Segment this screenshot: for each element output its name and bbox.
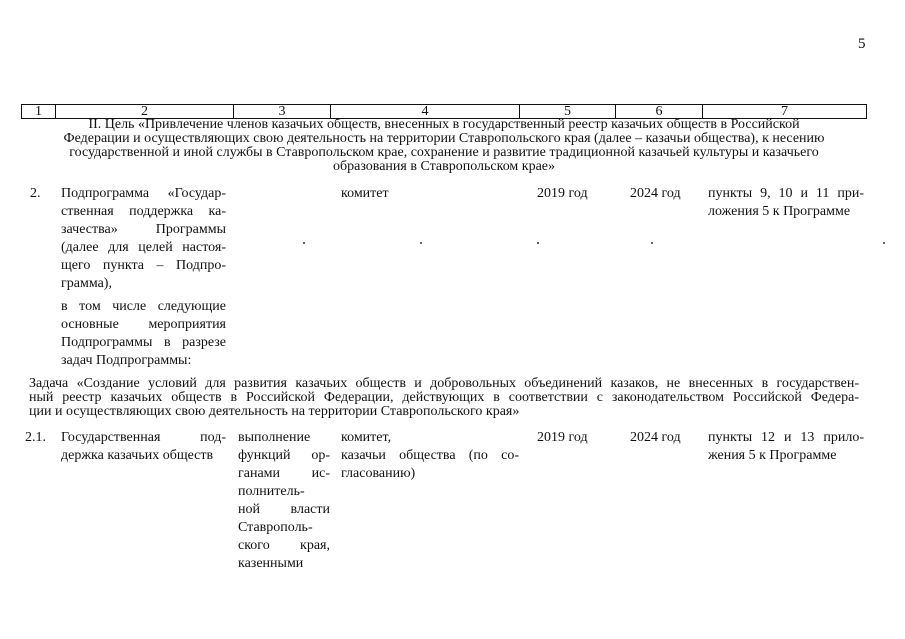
task-line: Задача «Создание условий для развития казачьих обществ и добровольных объединений казаков, не внесенных в государствен- [29, 376, 859, 391]
section-title [21, 118, 867, 174]
header-cell-3: 3 [234, 105, 331, 119]
task-line: ции и осуществляющих свою деятельность на территории Ставропольского края» [29, 404, 520, 419]
row-2-1-executor-line: казачьи общества (по со- [341, 448, 519, 463]
header-cell-2: 2 [56, 105, 234, 119]
header-cell-1: 1 [22, 105, 56, 119]
row-2-1-type-line: ганами ис- [238, 466, 330, 481]
section-title-line: образования в Ставропольском крае» [332, 159, 556, 174]
section-title-line: Федерации и осуществляющих свою деятельность на территории Ставропольского края (далее – казачьи общества), к несению [63, 131, 825, 146]
row-2-end: 2024 год [630, 186, 681, 201]
header-cell-4: 4 [331, 105, 520, 119]
page-number: 5 [858, 36, 866, 52]
row-2-1-type [238, 429, 330, 573]
row-2-1-executor-line: гласованию) [341, 466, 416, 481]
row-2-name-extra-line: Подпрограммы в разрезе [61, 335, 226, 350]
scan-speck [651, 242, 653, 244]
row-2-name-line: ственная поддержка ка- [61, 204, 226, 219]
scan-speck [303, 242, 305, 244]
row-2-1-number: 2.1. [25, 430, 46, 445]
row-2-1-type-line: ского края, [238, 538, 330, 553]
row-2-1-type-line: ной власти [238, 502, 330, 517]
row-2-indicator [708, 185, 864, 221]
row-2-1-type-line: казенными [238, 556, 304, 571]
row-2-1-indicator-line: пункты 12 и 13 прило- [708, 430, 864, 445]
scan-speck [883, 242, 885, 244]
header-cell-6: 6 [616, 105, 703, 119]
row-2-name-extra-line: основные мероприятия [61, 317, 226, 332]
row-2-name-line: Подпрограмма «Государ- [61, 186, 226, 201]
row-2-name-extra [61, 298, 226, 370]
section-title-line: государственной и иной службы в Ставропольском крае, сохранение и развитие традиционной казачьей культуры и казачьего [69, 145, 819, 160]
row-2-name-line: (далее для целей настоя- [61, 240, 226, 255]
row-2-1-type-line: полнитель- [238, 484, 305, 499]
row-2-1-indicator [708, 429, 864, 465]
row-2-1-name [61, 429, 226, 465]
row-2-indicator-line: пункты 9, 10 и 11 при- [708, 186, 864, 201]
row-2-1-end: 2024 год [630, 430, 681, 445]
task-block [29, 377, 859, 419]
section-title-line: II. Цель «Привлечение членов казачьих обществ, внесенных в государственный реестр казачьих обществ в Российской [88, 117, 800, 132]
row-2-name-line: грамма), [61, 276, 112, 291]
row-2-1-type-line: функций ор- [238, 448, 330, 463]
scan-speck [537, 242, 539, 244]
row-2-1-start: 2019 год [537, 430, 588, 445]
row-2-1-executor [341, 429, 519, 483]
header-cell-7: 7 [703, 105, 867, 119]
task-line: ный реестр казачьих обществ в Российской Федерации, действующих в соответствии с законодательством Российской Федера- [29, 390, 859, 405]
row-2-name-line: зачества» Программы [61, 222, 226, 237]
row-2-1-type-line: Ставрополь- [238, 520, 313, 535]
row-2-indicator-line: ложения 5 к Программе [708, 204, 851, 219]
row-2-1-name-line: Государственная под- [61, 430, 226, 445]
row-2-name [61, 185, 226, 293]
row-2-name-extra-line: задач Подпрограммы: [61, 353, 192, 368]
row-2-1-executor-line: комитет, [341, 430, 392, 445]
row-2-name-extra-line: в том числе следующие [61, 299, 226, 314]
row-2-number: 2. [30, 186, 41, 201]
header-cell-5: 5 [520, 105, 616, 119]
row-2-start: 2019 год [537, 186, 588, 201]
scan-speck [420, 242, 422, 244]
row-2-1-name-line: держка казачьих обществ [61, 448, 214, 463]
row-2-1-type-line: выполнение [238, 430, 311, 445]
row-2-executor: комитет [341, 186, 389, 201]
row-2-name-line: щего пункта – Подпро- [61, 258, 226, 273]
row-2-1-indicator-line: жения 5 к Программе [708, 448, 837, 463]
